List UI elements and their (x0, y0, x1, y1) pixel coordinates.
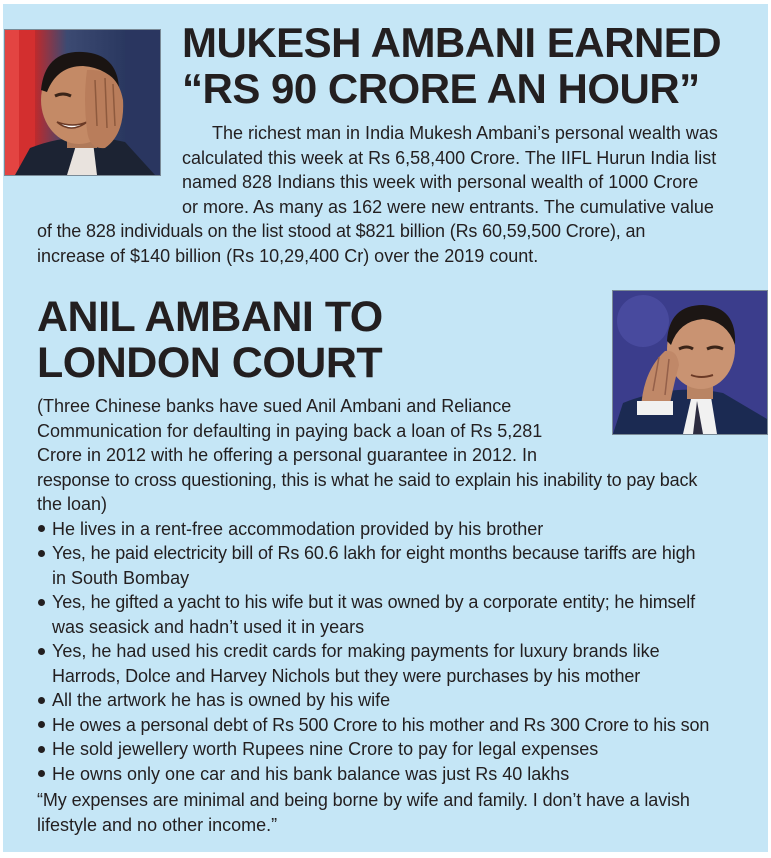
bullet-5-line-1: All the artwork he has is owned by his wife (52, 690, 391, 710)
anil-ambani-photo (612, 290, 768, 435)
story2-intro-line-2: Communication for defaulting in paying back a loan of Rs 5,281 (37, 420, 543, 441)
bullet-3-line-1: Yes, he gifted a yacht to his wife but it was owned by a corporate entity; he himself (52, 592, 695, 612)
headline-line-2: “RS 90 CRORE AN HOUR” (182, 65, 700, 112)
story1-body-line-4: or more. As many as 162 were new entrants. The cumulative value (182, 196, 714, 217)
bullet-icon (38, 721, 45, 728)
story2-intro-line-5: the loan) (37, 494, 108, 514)
bullet-icon (38, 648, 45, 655)
headline-line-1: MUKESH AMBANI EARNED (182, 19, 722, 66)
story1-body-line-3: named 828 Indians this week with personal wealth of 1000 Crore (182, 172, 699, 192)
quote-line-1: “My expenses are minimal and being borne by wife and family. I don’t have a lavish (37, 790, 690, 810)
bullet-icon (38, 525, 45, 532)
bullet-icon (38, 599, 45, 606)
story2-intro-line-1: (Three Chinese banks have sued Anil Ambani and Reliance (37, 396, 512, 416)
portrait-illustration (5, 30, 160, 175)
story2-intro-line-4: response to cross questioning, this is what he said to explain his inability to pay back (37, 469, 698, 490)
bullet-icon (38, 770, 45, 777)
bullet-2-line-2: in South Bombay (52, 567, 190, 588)
bullet-icon (38, 550, 45, 557)
mukesh-ambani-photo (4, 29, 161, 176)
bullet-icon (38, 746, 45, 753)
bullet-2-line-1: Yes, he paid electricity bill of Rs 60.6 lakh for eight months because tariffs are high (52, 543, 696, 563)
story1-body-line-6: increase of $140 billion (Rs 10,29,400 Cr) over the 2019 count. (37, 245, 539, 266)
bullet-icon (38, 697, 45, 704)
bullet-8-line-1: He owns only one car and his bank balance was just Rs 40 lakhs (52, 763, 570, 784)
bullet-6-line-1: He owes a personal debt of Rs 500 Crore to his mother and Rs 300 Crore to his son (52, 714, 710, 735)
bullet-4-line-2: Harrods, Dolce and Harvey Nichols but they were purchases by his mother (52, 665, 641, 686)
portrait-illustration (613, 291, 767, 434)
bullet-7-line-1: He sold jewellery worth Rupees nine Crore to pay for legal expenses (52, 739, 599, 759)
headline-anil-ambani (37, 294, 597, 386)
quote-line-2: lifestyle and no other income.” (37, 814, 278, 835)
headline-line-2: LONDON COURT (37, 339, 383, 387)
bullet-3-line-2: was seasick and hadn’t used it in years (52, 616, 365, 637)
story1-body-line-1: The richest man in India Mukesh Ambani’s personal wealth was (212, 123, 718, 143)
headline-mukesh-ambani (182, 20, 752, 112)
story1-body-line-2: calculated this week at Rs 6,58,400 Crore. The IIFL Hurun India list (182, 147, 717, 168)
story2-intro-line-3: Crore in 2012 with he offering a personal guarantee in 2012. In (37, 445, 538, 465)
bullet-4-line-1: Yes, he had used his credit cards for making payments for luxury brands like (52, 641, 660, 661)
headline-line-1: ANIL AMBANI TO (37, 293, 383, 341)
story1-body-line-5: of the 828 individuals on the list stood at $821 billion (Rs 60,59,500 Crore), an (37, 221, 646, 241)
bullet-1-line-1: He lives in a rent-free accommodation provided by his brother (52, 518, 544, 539)
